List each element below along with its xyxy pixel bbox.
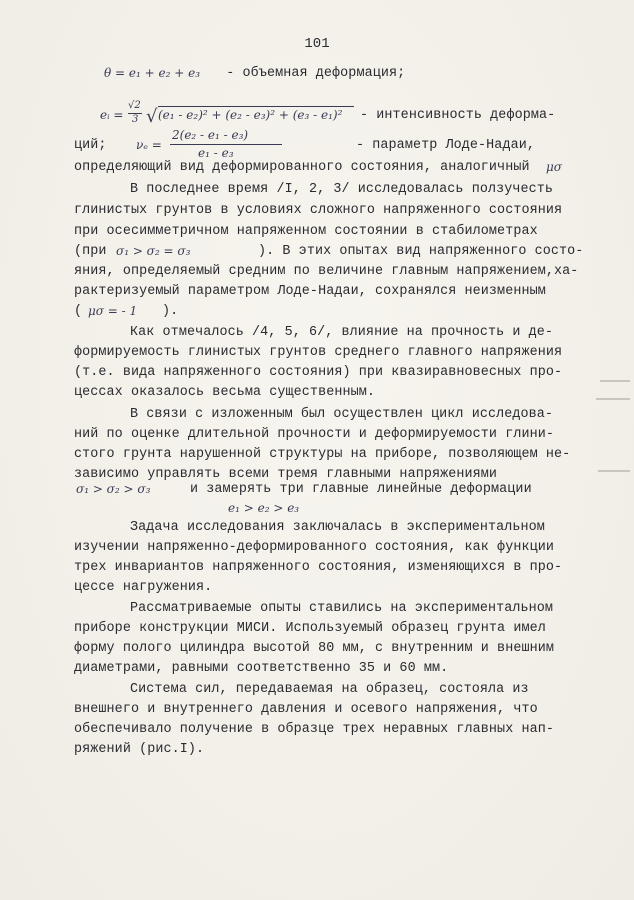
text-line: приборе конструкции МИСИ. Используемый образец грунта имел xyxy=(74,621,546,636)
text-line: стого грунта нарушенной структуры на приборе, позволяющем не- xyxy=(74,447,571,462)
text-line: ряжений (рис.I). xyxy=(74,742,205,757)
bleed-mark xyxy=(600,380,630,382)
text-line: Как отмечалось /4, 5, 6/, влияние на прочность и де- xyxy=(130,325,554,340)
strain-inequality: e₁ > e₂ > e₃ xyxy=(228,501,300,515)
intensity-formula-lhs: eᵢ = xyxy=(100,108,124,122)
text-line: ). xyxy=(162,304,179,319)
text-line: ний по оценке длительной прочности и деформируемости глини- xyxy=(74,427,555,442)
sqrt-bar xyxy=(158,106,354,107)
text-line: - объемная деформация; xyxy=(210,66,406,81)
text-line: определяющий вид деформированного состояния, аналогичный xyxy=(74,160,530,175)
bleed-mark xyxy=(596,398,630,400)
mu-sigma-symbol: μσ xyxy=(546,160,562,174)
text-line: В последнее время /I, 2, 3/ исследовалась ползучесть xyxy=(130,182,554,197)
intensity-coef: √2 xyxy=(128,100,141,111)
text-line: цессах оказалось весьма существенным. xyxy=(74,385,376,400)
text-line: яния, определяемый средним по величине главным напряжением,ха- xyxy=(74,264,579,279)
text-line: - интенсивность деформа- xyxy=(360,108,556,123)
text-line: обеспечивало получение в образце трех неравных главных нап- xyxy=(74,722,555,737)
text-line: при осесимметричном напряженном состоянии в стабилометрах xyxy=(74,224,538,239)
text-line: - параметр Лоде-Надаи, xyxy=(356,138,535,153)
text-line: ( xyxy=(74,304,83,319)
text-line: ). В этих опытах вид напряженного состо- xyxy=(258,244,584,259)
intensity-coef-den: 3 xyxy=(132,114,139,125)
lode-formula-num: 2(e₂ - e₁ - e₃) xyxy=(172,128,249,142)
stress-inequality: σ₁ > σ₂ > σ₃ xyxy=(76,482,151,496)
page-number: 101 xyxy=(304,36,330,52)
text-line: Рассматриваемые опыты ставились на экспериментальном xyxy=(130,601,554,616)
stress-condition-axisymmetric: σ₁ > σ₂ = σ₃ xyxy=(116,244,191,258)
text-line: В связи с изложенным был осуществлен цикл исследова- xyxy=(130,407,554,422)
text-line: глинистых грунтов в условиях сложного напряженного состояния xyxy=(74,203,563,218)
intensity-radicand: (e₁ - e₂)² + (e₂ - e₃)² + (e₃ - e₁)² xyxy=(158,108,343,122)
text-line: Задача исследования заключалась в экспериментальном xyxy=(130,520,545,535)
text-line: зависимо управлять всеми тремя главными напряжениями xyxy=(74,467,498,482)
text-line: изучении напряженно-деформированного состояния, как функции xyxy=(74,540,555,555)
text-line: трех инвариантов напряженного состояния, изменяющихся в про- xyxy=(74,560,563,575)
lode-formula-den: e₁ - e₃ xyxy=(198,146,234,160)
text-line: (при xyxy=(74,244,107,259)
text-line: (т.е. вида напряженного состояния) при квазиравновесных про- xyxy=(74,365,563,380)
text-line: ций; xyxy=(74,138,107,153)
text-line: цессе нагружения. xyxy=(74,580,213,595)
mu-value: μσ = - 1 xyxy=(88,304,138,318)
lode-fraction-bar xyxy=(170,144,282,145)
sqrt-sign: √ xyxy=(146,106,158,127)
text-line: форму полого цилиндра высотой 80 мм, с внутренним и внешним xyxy=(74,641,555,656)
text-line: и замерять три главные линейные деформации xyxy=(190,482,532,497)
text-line: Система сил, передаваемая на образец, состояла из xyxy=(130,682,529,697)
lode-formula-lhs: νₑ = xyxy=(136,138,162,152)
text-line: диаметрами, равными соответственно 35 и 60 мм. xyxy=(74,661,449,676)
bleed-mark xyxy=(598,470,630,472)
text-line: рактеризуемый параметром Лоде-Надаи, сохранялся неизменным xyxy=(74,284,546,299)
text-line: формируемость глинистых грунтов среднего главного напряжения xyxy=(74,345,563,360)
text-line: внешнего и внутреннего давления и осевого напряжения, что xyxy=(74,702,538,717)
volumetric-strain-formula: θ = e₁ + e₂ + e₃ xyxy=(104,66,201,80)
